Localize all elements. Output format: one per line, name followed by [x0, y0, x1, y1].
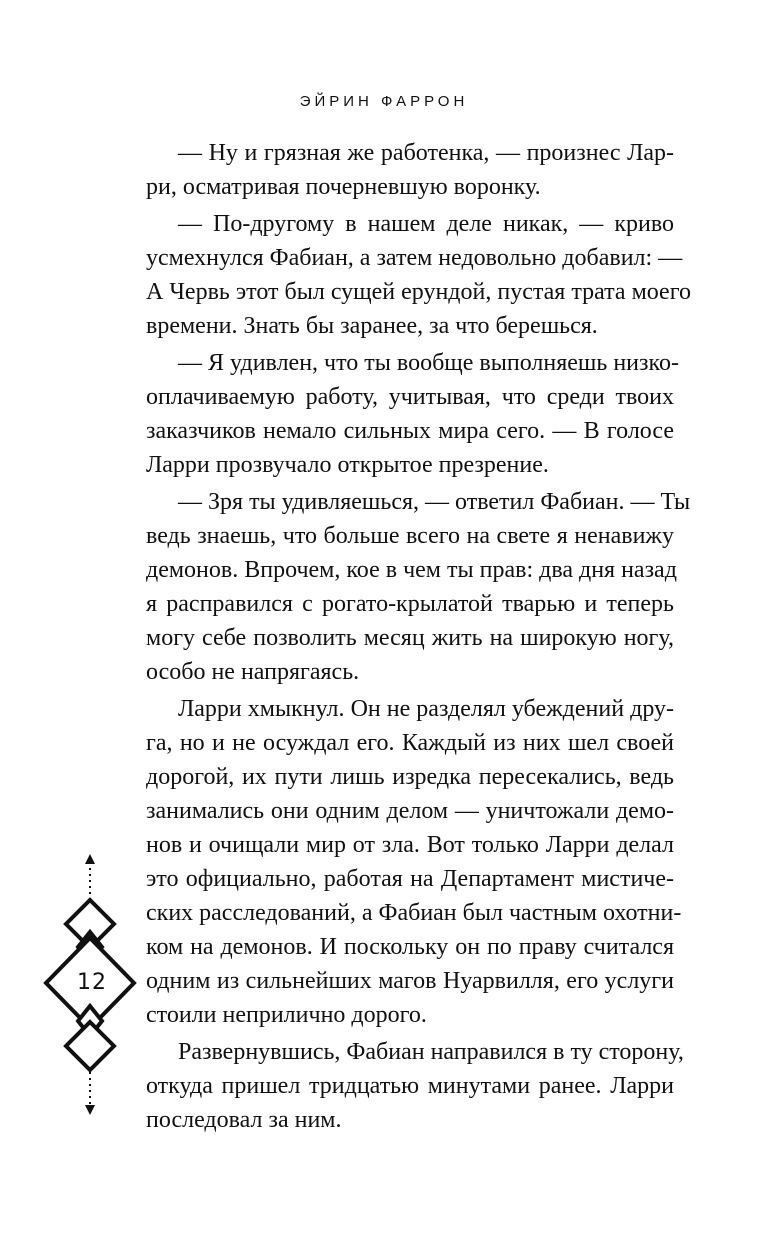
text-line: А Червь этот был сущей ерундой, пустая трата моего	[146, 279, 691, 305]
arrow-up-icon	[85, 854, 95, 864]
text-line: одним из сильнейших магов Нуарвилля, его услуги	[146, 968, 674, 994]
text-line: Развернувшись, Фабиан направился в ту сторону,	[178, 1039, 684, 1065]
text-line: дорогой, их пути лишь изредка пересекались, ведь	[146, 764, 674, 790]
text-line: занимались они одним делом — уничтожали демо-	[146, 798, 674, 824]
paragraph	[146, 692, 682, 1032]
text-line: га, но и не осуждал его. Каждый из них шел своей	[146, 730, 674, 756]
text-line: — Ну и грязная же работенка, — произнес Лар-	[178, 140, 674, 166]
text-line: Ларри хмыкнул. Он не разделял убеждений дру-	[178, 696, 674, 722]
text-line: ских расследований, а Фабиан был частным охотни-	[146, 900, 682, 926]
text-line: демонов. Впрочем, кое в чем ты прав: два дня назад	[146, 557, 677, 583]
text-line: ведь знаешь, что больше всего на свете я ненавижу	[146, 523, 674, 549]
page-body	[146, 136, 691, 1137]
text-line: особо не напрягаясь.	[146, 659, 360, 685]
text-line: Ларри прозвучало открытое презрение.	[146, 452, 549, 478]
folio-ornament	[42, 852, 142, 1117]
running-head: ЭЙРИН ФАРРОН	[299, 93, 469, 110]
text-line: последовал за ним.	[146, 1107, 342, 1133]
text-line: заказчиков немало сильных мира сего. — В голосе	[146, 418, 674, 444]
lower-diamond	[66, 1022, 114, 1070]
text-line: — Зря ты удивляешься, — ответил Фабиан. — Ты	[178, 489, 691, 515]
text-line: ком на демонов. И поскольку он по праву считался	[146, 934, 674, 960]
text-line: откуда пришел тридцатью минутами ранее. Ларри	[146, 1073, 674, 1099]
text-line: ри, осматривая почерневшую воронку.	[146, 174, 541, 200]
text-line: времени. Знать бы заранее, за что берешься.	[146, 313, 598, 339]
text-line: оплачиваемую работу, учитывая, что среди твоих	[146, 384, 674, 410]
page-number: 12	[77, 970, 107, 995]
text-line: стоили неприлично дорого.	[146, 1002, 427, 1028]
text-line: могу себе позволить месяц жить на широкую ногу,	[146, 625, 674, 651]
paragraph	[146, 346, 679, 482]
paragraph	[146, 207, 691, 343]
arrow-down-icon	[85, 1105, 95, 1115]
paragraph	[146, 1035, 684, 1137]
paragraph	[146, 485, 691, 689]
paragraph	[146, 136, 674, 204]
text-line: я расправился с рогато-крылатой тварью и теперь	[146, 591, 674, 617]
text-line: усмехнулся Фабиан, а затем недовольно добавил: —	[146, 245, 683, 271]
text-line: — Я удивлен, что ты вообще выполняешь низко-	[178, 350, 679, 376]
text-line: — По-другому в нашем деле никак, — криво	[178, 211, 674, 237]
text-line: нов и очищали мир от зла. Вот только Ларри делал	[146, 832, 674, 858]
text-line: это официально, работая на Департамент мистиче-	[146, 866, 674, 892]
